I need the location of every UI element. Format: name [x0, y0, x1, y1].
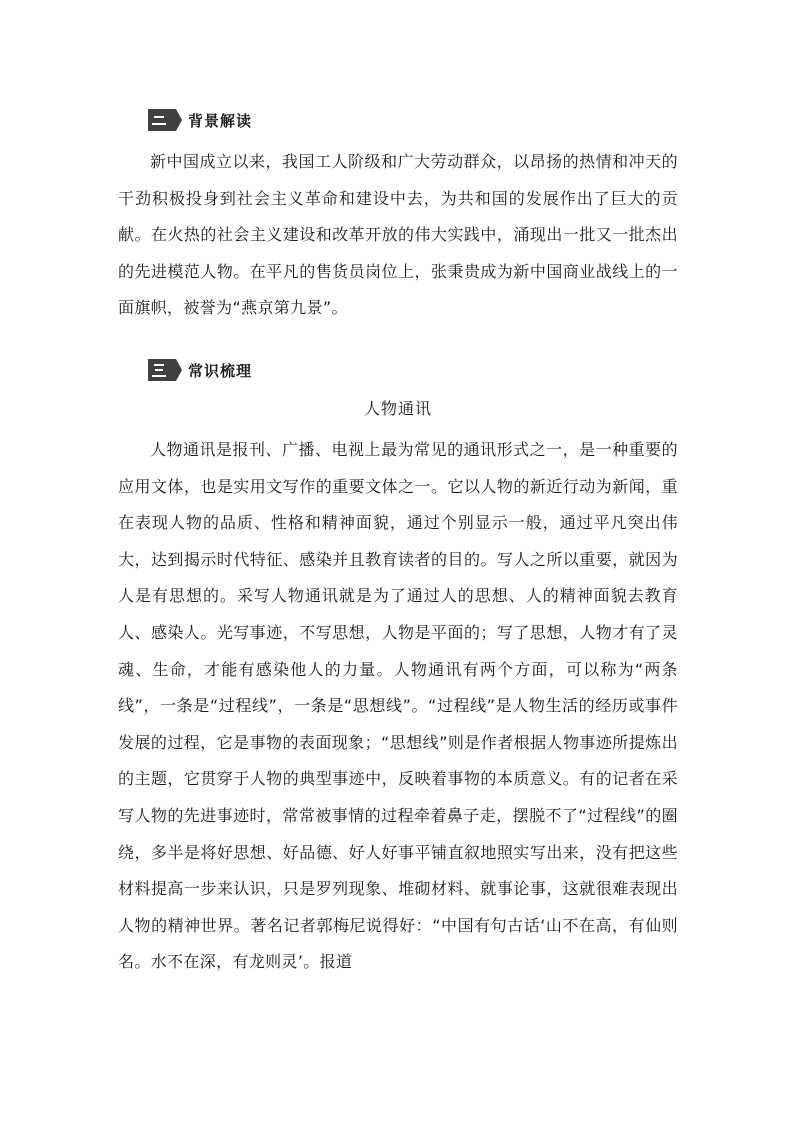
section-number-two-icon: [148, 109, 176, 131]
section-title: 背景解读: [188, 111, 253, 130]
section-heading-background: [148, 108, 252, 132]
section-heading-knowledge: [148, 358, 252, 382]
background-paragraph: 新中国成立以来，我国工人阶级和广大劳动群众，以昂扬的热情和冲天的干劲积极投身到社会主义革命和建设中去，为共和国的发展作出了巨大的贡献。在火热的社会主义建设和改革开放的伟大实践中，涌现出一批又一批杰出的先进模范人物。在平凡的售货员岗位上，张秉贵成为新中国商业战线上的一面旗帜，被誉为“燕京第九景”。: [118, 152, 678, 318]
section-title: 常识梳理: [188, 361, 253, 380]
section-number-three-icon: [148, 359, 176, 381]
knowledge-paragraph: 人物通讯是报刊、广播、电视上最为常见的通讯形式之一，是一种重要的应用文体，也是实用文写作的重要文体之一。它以人物的新近行动为新闻，重在表现人物的品质、性格和精神面貌，通过个别显示一般，通过平凡突出伟大，达到揭示时代特征、感染并且教育读者的目的。写人之所以重要，就因为人是有思想的。采写人物通讯就是为了通过人的思想、人的精神面貌去教育人、感染人。光写事迹，不写思想，人物是平面的；写了思想，人物才有了灵魂、生命，才能有感染他人的力量。人物通讯有两个方面，可以称为“两条线”，一条是“过程线”，一条是“思想线”。“过程线”是人物生活的经历或事件发展的过程，它是事物的表面现象；“思想线”则是作者根据人物事迹所提炼出的主题，它贯穿于人物的典型事迹中，反映着事物的本质意义。有的记者在采写人物的先进事迹时，常常被事情的过程牵着鼻子走，摆脱不了“过程线”的圈绕，多半是将好思想、好品德、好人好事平铺直叙地照实写出来，没有把这些材料提高一步来认识，只是罗列现象、堆砌材料、就事论事，这就很难表现出人物的精神世界。著名记者郭梅尼说得好：“中国有句古话‘山不在高，有仙则名。水不在深，有龙则灵’。报道: [118, 440, 678, 972]
article-subtitle: 人物通讯: [363, 399, 432, 418]
